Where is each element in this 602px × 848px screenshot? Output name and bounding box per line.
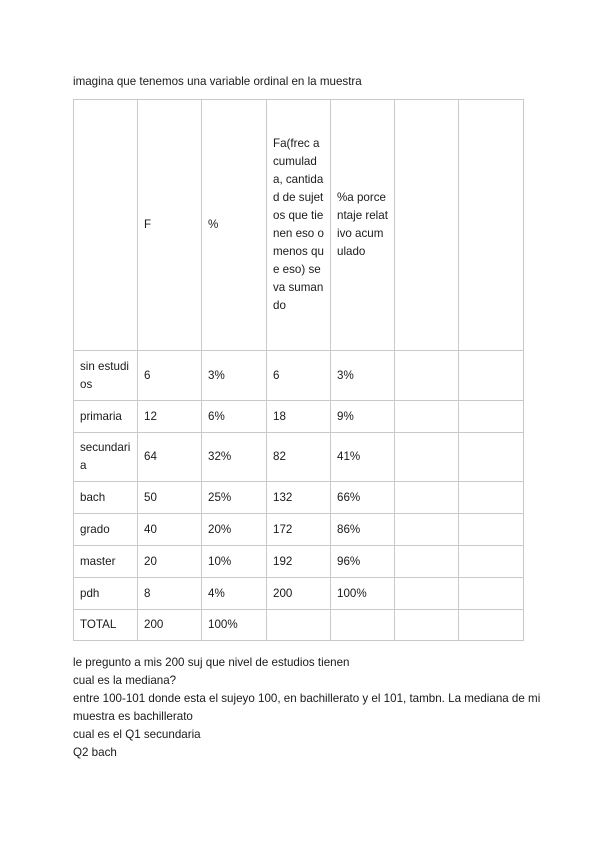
- table-cell: [395, 578, 459, 610]
- table-cell: [331, 610, 395, 641]
- note-line: entre 100-101 donde esta el sujeyo 100, en bachillerato y el 101, tambn. La mediana de mi muestra es bachillerato: [73, 692, 541, 723]
- table-cell: 66%: [331, 482, 395, 514]
- table-cell: master: [74, 546, 138, 578]
- table-cell: [459, 610, 524, 641]
- table-cell: [395, 482, 459, 514]
- table-cell: 64: [138, 433, 202, 482]
- table-cell: grado: [74, 514, 138, 546]
- table-cell: 12: [138, 401, 202, 433]
- table-cell: [459, 482, 524, 514]
- header-cell: %a porcentaje relativo acumulado: [331, 100, 395, 351]
- table-cell: [395, 433, 459, 482]
- notes: [73, 654, 543, 762]
- table-row: [74, 433, 524, 482]
- table-cell: 20: [138, 546, 202, 578]
- note-line: cual es la mediana?: [73, 674, 177, 687]
- note-line: Q2 bach: [73, 746, 117, 759]
- note-line: cual es el Q1 secundaria: [73, 728, 201, 741]
- table-cell: [459, 514, 524, 546]
- header-cell: %: [202, 100, 267, 351]
- table-cell: [395, 401, 459, 433]
- table-cell: [395, 514, 459, 546]
- table-cell: 6: [267, 351, 331, 401]
- table-row: [74, 546, 524, 578]
- table-cell: 200: [267, 578, 331, 610]
- table-cell: 32%: [202, 433, 267, 482]
- table-cell: 96%: [331, 546, 395, 578]
- table-cell: sin estudios: [74, 351, 138, 401]
- table-cell: bach: [74, 482, 138, 514]
- table-row: [74, 351, 524, 401]
- table-cell: [267, 610, 331, 641]
- header-cell: [74, 100, 138, 351]
- table-cell: 4%: [202, 578, 267, 610]
- table-cell: pdh: [74, 578, 138, 610]
- table-cell: secundaria: [74, 433, 138, 482]
- note-line: le pregunto a mis 200 suj que nivel de estudios tienen: [73, 656, 350, 669]
- header-cell: [395, 100, 459, 351]
- header-cell: [459, 100, 524, 351]
- table-cell: [395, 610, 459, 641]
- table-cell: 192: [267, 546, 331, 578]
- table-cell: [395, 546, 459, 578]
- header-cell: Fa(frec acumulada, cantidad de sujetos que tienen eso o menos que eso) se va sumando: [267, 100, 331, 351]
- table-cell: [459, 401, 524, 433]
- table-cell: 100%: [331, 578, 395, 610]
- table-cell: 172: [267, 514, 331, 546]
- table-cell: 82: [267, 433, 331, 482]
- table-cell: [395, 351, 459, 401]
- table-cell: 25%: [202, 482, 267, 514]
- frequency-table: [73, 99, 524, 641]
- table-cell: [459, 578, 524, 610]
- table-cell: 3%: [331, 351, 395, 401]
- table-cell: 41%: [331, 433, 395, 482]
- table-cell: 6%: [202, 401, 267, 433]
- table-cell: [459, 351, 524, 401]
- table-cell: 18: [267, 401, 331, 433]
- table-cell: [459, 433, 524, 482]
- table-cell: 86%: [331, 514, 395, 546]
- total-row: [74, 610, 524, 641]
- table-cell: primaria: [74, 401, 138, 433]
- table-cell: 6: [138, 351, 202, 401]
- table-cell: 20%: [202, 514, 267, 546]
- table-cell: TOTAL: [74, 610, 138, 641]
- table-cell: 40: [138, 514, 202, 546]
- header-row: [74, 100, 524, 351]
- table-row: [74, 482, 524, 514]
- table-row: [74, 401, 524, 433]
- table-cell: 10%: [202, 546, 267, 578]
- table-cell: 3%: [202, 351, 267, 401]
- table-cell: 200: [138, 610, 202, 641]
- table-cell: [459, 546, 524, 578]
- table-cell: 50: [138, 482, 202, 514]
- table-cell: 8: [138, 578, 202, 610]
- intro-text: imagina que tenemos una variable ordinal en la muestra: [73, 75, 362, 88]
- table-row: [74, 514, 524, 546]
- table-cell: 9%: [331, 401, 395, 433]
- table-row: [74, 578, 524, 610]
- header-cell: F: [138, 100, 202, 351]
- table-cell: 132: [267, 482, 331, 514]
- table-cell: 100%: [202, 610, 267, 641]
